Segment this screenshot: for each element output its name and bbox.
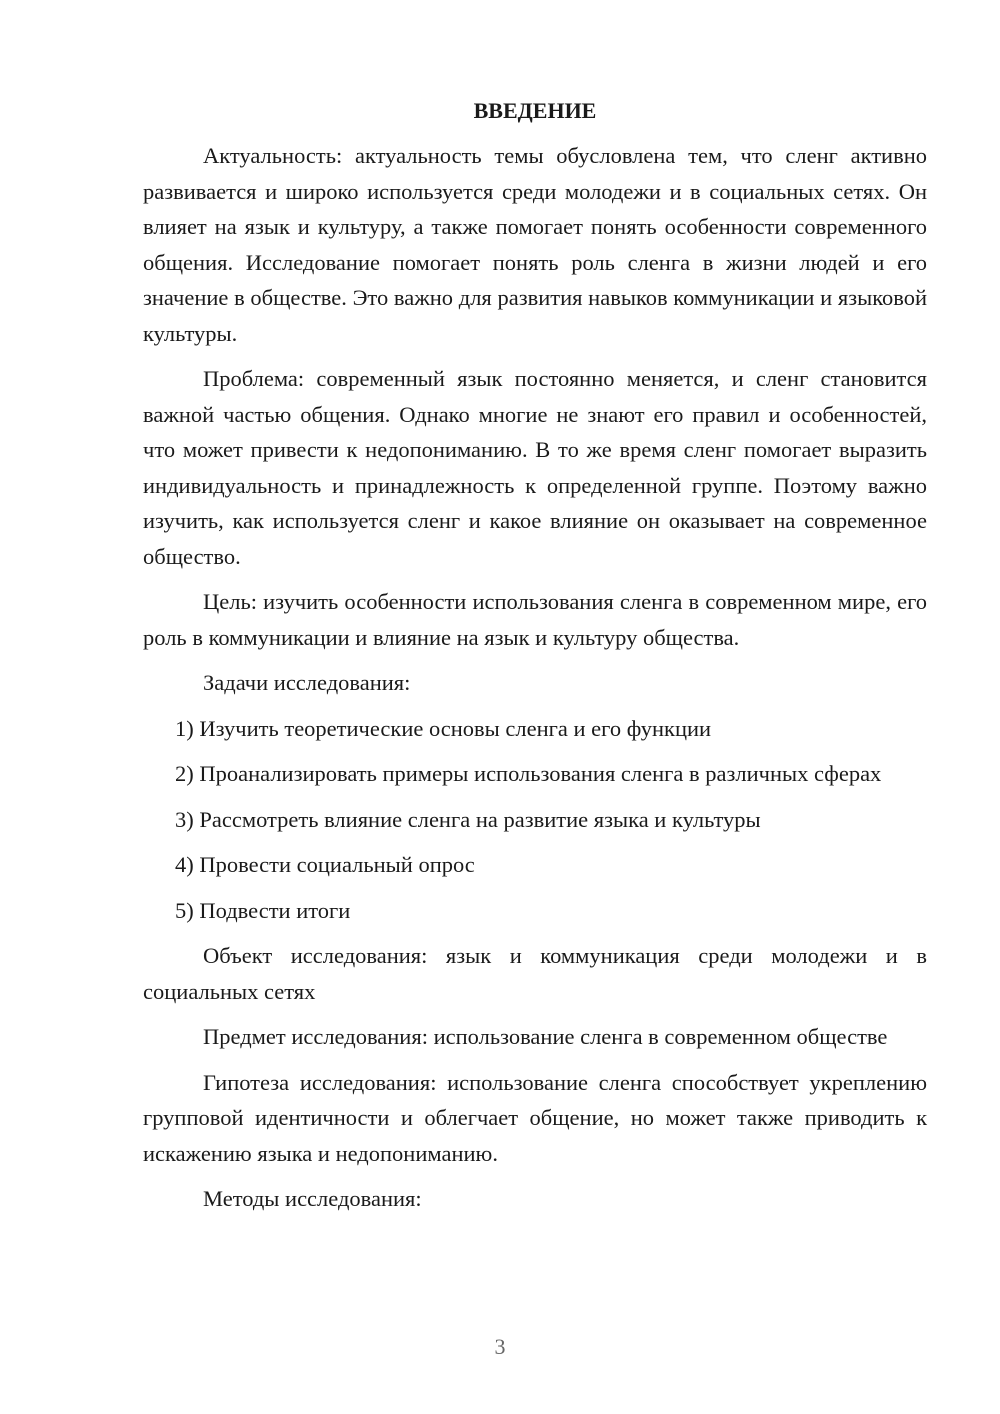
list-item: 4) Провести социальный опрос [175, 852, 475, 877]
list-item: 2) Проанализировать примеры использования сленга в различных сферах [175, 761, 882, 786]
object-paragraph: Объект исследования: язык и коммуникация среди молодежи и в социальных сетях [143, 943, 927, 1004]
tasks-list [143, 711, 927, 929]
methods-heading: Методы исследования: [203, 1186, 422, 1211]
list-item: 3) Рассмотреть влияние сленга на развитие языка и культуры [175, 806, 761, 832]
goal-paragraph: Цель: изучить особенности использования сленга в современном мире, его роль в коммуникации и влияние на язык и культуру общества. [143, 589, 927, 650]
subject-paragraph: Предмет исследования: использование сленга в современном обществе [203, 1024, 888, 1049]
problem-paragraph: Проблема: современный язык постоянно меняется, и сленг становится важной частью общения. Однако многие не знают его правил и особенностей, что может привести к недопониманию. В то же время сленг помогает выразить индивидуальность и принадлежность к определенной группе. Поэтому важно изучить, как используется сленг и какое влияние он оказывает на современное общество. [143, 366, 927, 569]
document-page [143, 96, 927, 1227]
page-number: 3 [494, 1334, 506, 1359]
list-item: 1) Изучить теоретические основы сленга и его функции [175, 715, 712, 741]
relevance-paragraph: Актуальность: актуальность темы обусловлена тем, что сленг активно развивается и широко используется среди молодежи и в социальных сетях. Он влияет на язык и культуру, а также помогает понять особенности современного общения. Исследование помогает понять роль сленга в жизни людей и его значение в обществе. Это важно для развития навыков коммуникации и языковой культуры. [143, 143, 927, 346]
section-heading: ВВЕДЕНИЕ [473, 98, 597, 123]
list-item: 5) Подвести итоги [175, 897, 351, 923]
hypothesis-paragraph: Гипотеза исследования: использование сленга способствует укреплению групповой идентичности и облегчает общение, но может также приводить к искажению языка и недопониманию. [143, 1069, 927, 1166]
tasks-heading: Задачи исследования: [203, 670, 411, 695]
